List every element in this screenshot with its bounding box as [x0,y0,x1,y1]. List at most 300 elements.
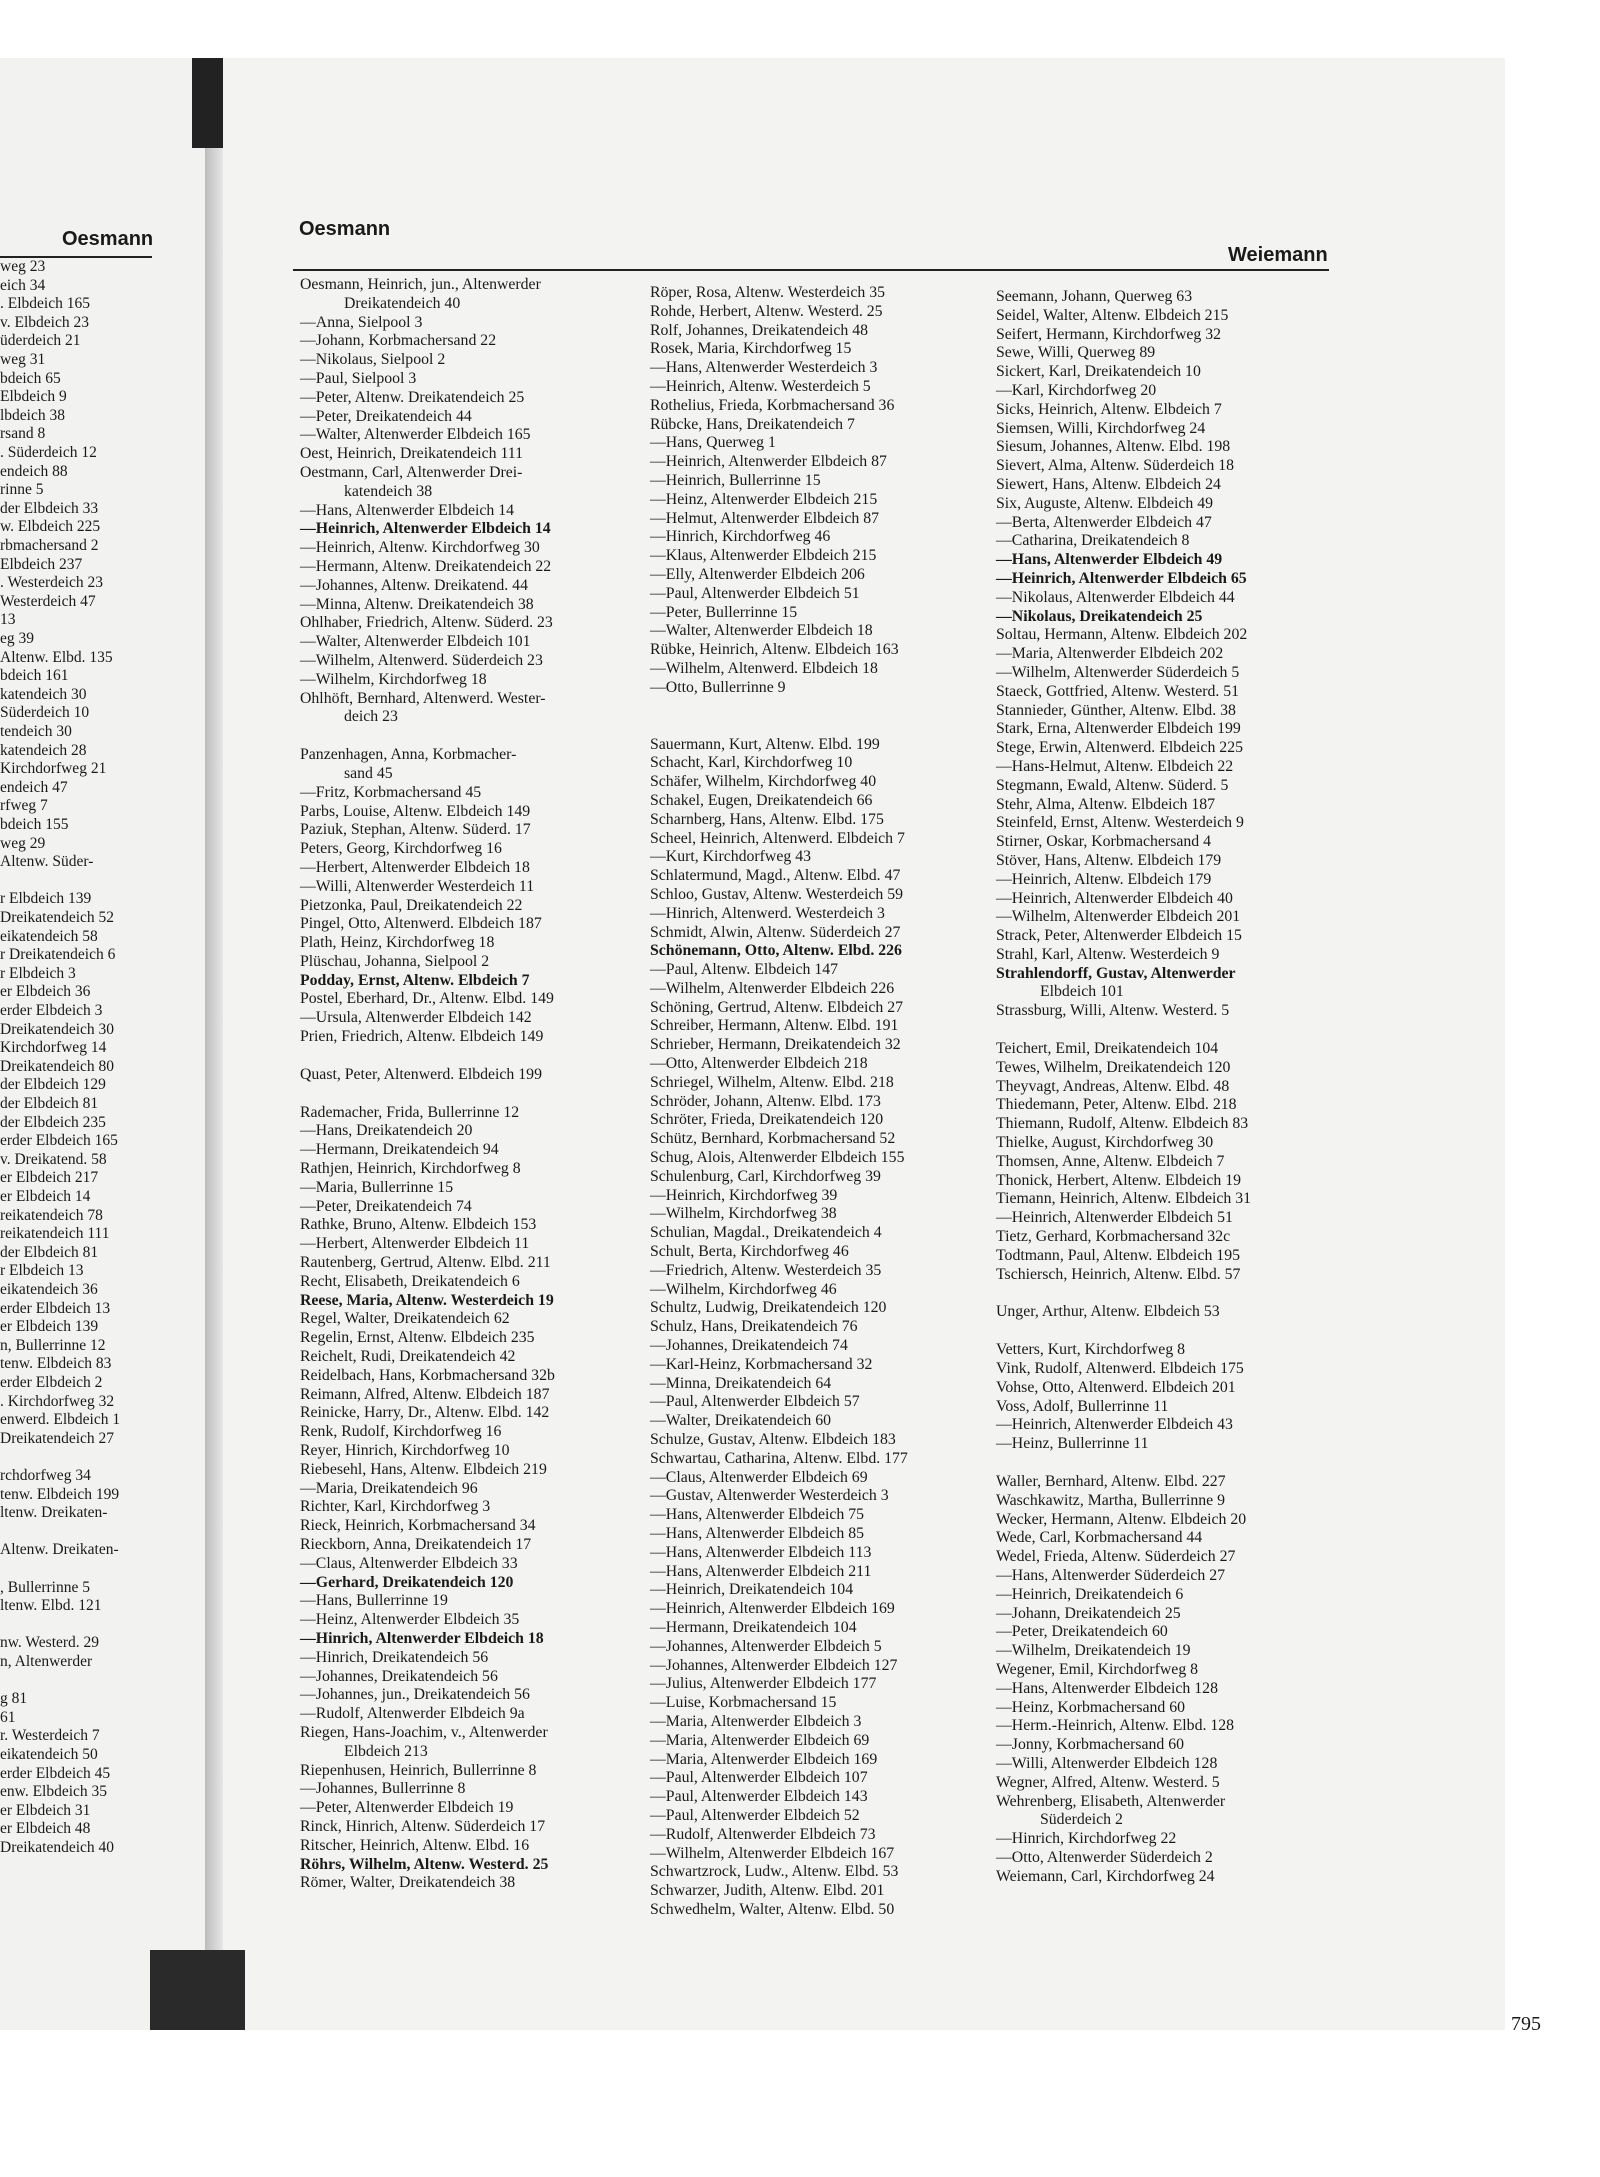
directory-entry: —Walter, Altenwerder Elbdeich 18 [650,622,873,640]
directory-entry: —Heinrich, Altenw. Westerdeich 5 [650,377,871,395]
directory-entry: —Hinrich, Dreikatendeich 56 [300,1648,489,1666]
left-fragment-line: ltenw. Dreikaten- [0,1504,108,1522]
directory-entry: —Heinrich, Altenwerder Elbdeich 87 [650,453,887,471]
directory-entry: Richter, Karl, Kirchdorfweg 3 [300,1498,491,1516]
left-fragment-line: der Elbdeich 235 [0,1113,106,1131]
directory-entry: Rothelius, Frieda, Korbmachersand 36 [650,396,895,414]
left-fragment-line: rfweg 7 [0,797,48,815]
directory-entry: Regelin, Ernst, Altenw. Elbdeich 235 [300,1329,535,1347]
directory-entry: —Peter, Bullerrinne 15 [650,603,798,621]
directory-entry: —Hinrich, Altenwerder Elbdeich 18 [300,1629,544,1647]
directory-entry: —Otto, Altenwerder Süderdeich 2 [996,1848,1213,1866]
left-fragment-line: r Elbdeich 13 [0,1262,84,1280]
directory-entry: Siewert, Hans, Altenw. Elbdeich 24 [996,475,1221,493]
directory-entry: —Heinrich, Altenwerder Elbdeich 169 [650,1600,895,1618]
directory-entry: —Heinrich, Altenwerder Elbdeich 43 [996,1416,1233,1434]
left-fragment-line: r Elbdeich 139 [0,890,92,908]
directory-entry: Staeck, Gottfried, Altenw. Westerd. 51 [996,682,1240,700]
directory-entry: Wedel, Frieda, Altenw. Süderdeich 27 [996,1548,1236,1566]
directory-entry: Riegen, Hans-Joachim, v., Altenwerder [300,1723,548,1741]
left-fragment-line: Dreikatendeich 80 [0,1057,115,1075]
left-fragment-line: eikatendeich 58 [0,927,98,945]
directory-entry: —Wilhelm, Altenwerder Elbdeich 167 [650,1844,895,1862]
directory-entry: Reimann, Alfred, Altenw. Elbdeich 187 [300,1385,550,1403]
section-gap [996,1021,1336,1040]
directory-entry: —Heinz, Bullerrinne 11 [996,1435,1149,1453]
left-fragment-line: Dreikatendeich 30 [0,1020,115,1038]
directory-entry: —Willi, Altenwerder Elbdeich 128 [996,1754,1218,1772]
directory-entry: Wegener, Emil, Kirchdorfweg 8 [996,1660,1199,1678]
directory-entry: —Paul, Altenwerder Elbdeich 143 [650,1788,868,1806]
directory-entry: Schröter, Frieda, Dreikatendeich 120 [650,1111,884,1129]
directory-entry: Stöver, Hans, Altenw. Elbdeich 179 [996,851,1222,869]
left-fragment-line: enw. Elbdeich 35 [0,1783,108,1801]
directory-entry: Waller, Bernhard, Altenw. Elbd. 227 [996,1473,1226,1491]
directory-column-3 [996,288,1336,1887]
left-fragment-line: erder Elbdeich 13 [0,1299,111,1317]
left-fragment-line: Elbdeich 237 [0,555,83,573]
directory-entry: Pietzonka, Paul, Dreikatendeich 22 [300,896,523,914]
directory-entry: —Johannes, Altenw. Dreikatend. 44 [300,576,528,594]
directory-entry: —Wilhelm, Kirchdorfweg 18 [300,670,487,688]
directory-entry: Sewe, Willi, Querweg 89 [996,344,1156,362]
directory-entry: —Fritz, Korbmachersand 45 [300,783,482,801]
directory-entry: —Johannes, Altenwerder Elbdeich 5 [650,1637,882,1655]
left-fragment-line: rchdorfweg 34 [0,1467,91,1484]
directory-entry: Tietz, Gerhard, Korbmachersand 32c [996,1228,1231,1246]
directory-entry: Quast, Peter, Altenwerd. Elbdeich 199 [300,1065,542,1083]
left-fragment-line: er Elbdeich 217 [0,1169,99,1187]
directory-entry: Rademacher, Frida, Bullerrinne 12 [300,1103,520,1121]
directory-entry: Thomsen, Anne, Altenw. Elbdeich 7 [996,1152,1225,1170]
directory-entry: —Claus, Altenwerder Elbdeich 69 [650,1468,868,1486]
directory-entry: —Nikolaus, Altenwerder Elbdeich 44 [996,588,1235,606]
directory-entry: Schäfer, Wilhelm, Kirchdorfweg 40 [650,773,877,791]
directory-entry: Reese, Maria, Altenw. Westerdeich 19 [300,1291,554,1309]
directory-entry: Schwartau, Catharina, Altenw. Elbd. 177 [650,1449,908,1467]
directory-entry: Thonick, Herbert, Altenw. Elbdeich 19 [996,1171,1242,1189]
directory-entry-continuation: katendeich 38 [344,482,433,500]
left-fragment-line: erder Elbdeich 2 [0,1374,103,1391]
directory-entry: Oest, Heinrich, Dreikatendeich 111 [300,445,523,463]
directory-entry: Regel, Walter, Dreikatendeich 62 [300,1310,510,1328]
left-fragment-line: Süderdeich 10 [0,704,90,722]
directory-entry: —Wilhelm, Kirchdorfweg 38 [650,1205,837,1223]
left-fragment-line: Altenw. Elbd. 135 [0,648,113,666]
directory-entry: —Hans-Helmut, Altenw. Elbdeich 22 [996,757,1234,775]
directory-entry: Seidel, Walter, Altenw. Elbdeich 215 [996,306,1229,324]
left-fragment-line: lbdeich 38 [0,406,65,424]
directory-entry: —Anna, Sielpool 3 [300,313,423,331]
directory-entry: Rübcke, Hans, Dreikatendeich 7 [650,415,855,433]
directory-entry: Sicks, Heinrich, Altenw. Elbdeich 7 [996,400,1222,418]
left-fragment-line: Dreikatendeich 52 [0,909,115,926]
left-fragment-line: rsand 8 [0,425,46,443]
directory-entry: —Heinrich, Altenwerder Elbdeich 40 [996,889,1233,907]
left-fragment-line: v. Elbdeich 23 [0,313,89,331]
directory-entry: —Rudolf, Altenwerder Elbdeich 9a [300,1705,525,1723]
directory-entry: —Paul, Altenwerder Elbdeich 52 [650,1806,860,1824]
directory-entry: —Hans, Querweg 1 [650,434,776,452]
left-fragment-line: ltenw. Elbd. 121 [0,1597,102,1615]
directory-entry: Wede, Carl, Korbmachersand 44 [996,1529,1203,1547]
directory-entry: —Hans, Altenwerder Elbdeich 49 [996,551,1223,569]
left-fragment-line: rbmachersand 2 [0,537,99,554]
left-fragment-line: Kirchdorfweg 21 [0,760,107,778]
directory-entry: Ritscher, Heinrich, Altenw. Elbd. 16 [300,1836,530,1854]
directory-entry: Rautenberg, Gertrud, Altenw. Elbd. 211 [300,1254,551,1272]
directory-entry: Scheel, Heinrich, Altenwerd. Elbdeich 7 [650,829,905,847]
directory-entry-continuation: Elbdeich 101 [1040,983,1124,1001]
directory-entry: Tschiersch, Heinrich, Altenw. Elbd. 57 [996,1265,1241,1283]
directory-entry: —Klaus, Altenwerder Elbdeich 215 [650,547,877,565]
directory-entry: —Wilhelm, Kirchdorfweg 46 [650,1280,837,1298]
directory-entry: —Johannes, Dreikatendeich 74 [650,1337,848,1355]
directory-entry: —Johannes, Bullerrinne 8 [300,1780,466,1798]
directory-entry: —Helmut, Altenwerder Elbdeich 87 [650,509,879,527]
directory-entry: Schult, Berta, Kirchdorfweg 46 [650,1243,849,1261]
left-fragment-line: Kirchdorfweg 14 [0,1039,107,1057]
directory-entry: Rathjen, Heinrich, Kirchdorfweg 8 [300,1160,521,1178]
binding-band-bottom [150,1950,245,2030]
left-fragment-line: . Süderdeich 12 [0,444,97,461]
directory-entry: Schacht, Karl, Kirchdorfweg 10 [650,754,853,772]
left-page-header: Oesmann [62,228,154,250]
directory-entry: —Berta, Altenwerder Elbdeich 47 [996,513,1212,531]
directory-entry: —Peter, Dreikatendeich 60 [996,1623,1168,1641]
right-page-header-right: Weiemann [1228,244,1328,266]
directory-entry: Strassburg, Willi, Altenw. Westerd. 5 [996,1002,1230,1020]
directory-entry: —Wilhelm, Altenwerd. Süderdeich 23 [300,651,543,669]
directory-entry: —Heinrich, Bullerrinne 15 [650,471,821,489]
section-gap [300,727,640,746]
left-fragment-line: g 81 [0,1690,28,1708]
directory-entry: —Hermann, Altenw. Dreikatendeich 22 [300,557,552,575]
directory-entry: —Catharina, Dreikatendeich 8 [996,532,1190,550]
left-fragment-line: reikatendeich 78 [0,1206,103,1224]
directory-entry: Voss, Adolf, Bullerrinne 11 [996,1397,1169,1415]
directory-entry: —Johannes, Dreikatendeich 56 [300,1667,498,1685]
directory-entry: —Heinrich, Altenwerder Elbdeich 14 [300,520,551,538]
directory-entry: Schriegel, Wilhelm, Altenw. Elbd. 218 [650,1073,894,1091]
directory-entry: —Maria, Altenwerder Elbdeich 3 [650,1712,862,1730]
left-fragment-line: v. Dreikatend. 58 [0,1150,107,1168]
directory-entry: Siemsen, Willi, Kirchdorfweg 24 [996,419,1206,437]
directory-entry: —Hans, Altenwerder Elbdeich 113 [650,1543,872,1561]
directory-entry: Seemann, Johann, Querweg 63 [996,288,1193,305]
directory-entry: —Friedrich, Altenw. Westerdeich 35 [650,1261,882,1279]
directory-entry: Stehr, Alma, Altenw. Elbdeich 187 [996,795,1216,813]
directory-entry: Unger, Arthur, Altenw. Elbdeich 53 [996,1303,1220,1321]
directory-entry: Seifert, Hermann, Kirchdorfweg 32 [996,325,1222,343]
directory-entry: —Hans, Altenwerder Westerdeich 3 [650,359,878,377]
directory-entry: —Claus, Altenwerder Elbdeich 33 [300,1554,518,1572]
directory-entry: —Nikolaus, Sielpool 2 [300,351,446,369]
left-fragment-line: er Elbdeich 14 [0,1188,91,1205]
directory-entry: Stannieder, Günther, Altenw. Elbd. 38 [996,701,1236,719]
directory-entry: —Peter, Altenwerder Elbdeich 19 [300,1799,514,1817]
directory-entry: —Maria, Altenwerder Elbdeich 69 [650,1731,870,1749]
directory-entry: —Hans, Altenwerder Süderdeich 27 [996,1567,1225,1584]
directory-entry: —Elly, Altenwerder Elbdeich 206 [650,565,865,583]
directory-entry: —Karl, Kirchdorfweg 20 [996,381,1157,399]
directory-entry: Vetters, Kurt, Kirchdorfweg 8 [996,1341,1186,1359]
directory-entry: —Hans, Dreikatendeich 20 [300,1122,473,1140]
left-fragment-line: weg 31 [0,351,46,368]
directory-entry: —Rudolf, Altenwerder Elbdeich 73 [650,1825,876,1843]
directory-entry: —Paul, Altenw. Elbdeich 147 [650,961,839,979]
directory-entry: Postel, Eberhard, Dr., Altenw. Elbd. 149 [300,990,554,1008]
left-fragment-line: tenw. Elbdeich 199 [0,1485,120,1503]
left-fragment-line: der Elbdeich 81 [0,1243,99,1261]
directory-entry: Schug, Alois, Altenwerder Elbdeich 155 [650,1149,905,1167]
section-gap [650,698,990,717]
directory-entry: Stark, Erna, Altenwerder Elbdeich 199 [996,720,1241,738]
directory-entry: —Heinz, Altenwerder Elbdeich 215 [650,490,878,508]
directory-entry: —Herbert, Altenwerder Elbdeich 18 [300,858,530,876]
left-fragment-line: reikatendeich 111 [0,1225,110,1243]
directory-entry: —Herm.-Heinrich, Altenw. Elbd. 128 [996,1717,1235,1735]
directory-entry: Strahl, Karl, Altenw. Westerdeich 9 [996,945,1220,963]
left-fragment-line: weg 23 [0,258,46,275]
directory-entry: —Johann, Korbmachersand 22 [300,332,497,350]
directory-entry: —Maria, Dreikatendeich 96 [300,1479,478,1497]
directory-entry: Recht, Elisabeth, Dreikatendeich 6 [300,1272,520,1290]
directory-entry: Soltau, Hermann, Altenw. Elbdeich 202 [996,626,1248,644]
directory-entry-continuation: Dreikatendeich 40 [344,294,461,312]
directory-entry: Prien, Friedrich, Altenw. Elbdeich 149 [300,1028,544,1046]
directory-entry: —Hans, Altenwerder Elbdeich 85 [650,1525,865,1542]
directory-entry: —Johannes, Altenwerder Elbdeich 127 [650,1656,898,1674]
left-fragment-line: tenw. Elbdeich 83 [0,1355,112,1373]
directory-entry: Sauermann, Kurt, Altenw. Elbd. 199 [650,735,880,753]
directory-entry: Strahlendorff, Gustav, Altenwerder [996,964,1236,982]
directory-entry: —Hinrich, Kirchdorfweg 46 [650,528,831,546]
directory-entry: Schlatermund, Magd., Altenw. Elbd. 47 [650,867,901,885]
left-fragment-line: , Bullerrinne 5 [0,1578,90,1596]
directory-entry: Six, Auguste, Altenw. Elbdeich 49 [996,494,1214,512]
directory-entry: Podday, Ernst, Altenw. Elbdeich 7 [300,971,530,989]
left-fragment-line: Elbdeich 9 [0,388,67,406]
directory-entry: Weiemann, Carl, Kirchdorfweg 24 [996,1867,1215,1885]
left-fragment-line: Dreikatendeich 27 [0,1429,115,1447]
directory-entry: —Heinz, Korbmachersand 60 [996,1698,1186,1716]
section-gap [996,1284,1336,1303]
directory-entry: —Karl-Heinz, Korbmachersand 32 [650,1355,873,1373]
directory-entry: Vohse, Otto, Altenwerd. Elbdeich 201 [996,1378,1236,1396]
directory-entry: Plath, Heinz, Kirchdorfweg 18 [300,934,495,952]
directory-entry: —Hermann, Dreikatendeich 104 [650,1618,857,1636]
directory-entry: —Heinrich, Altenw. Elbdeich 179 [996,870,1212,888]
left-fragment-line: r. Westerdeich 7 [0,1727,100,1745]
directory-entry: Wegner, Alfred, Altenw. Westerd. 5 [996,1773,1220,1791]
directory-entry: Röper, Rosa, Altenw. Westerdeich 35 [650,284,886,301]
directory-entry: Schwarzer, Judith, Altenw. Elbd. 201 [650,1882,885,1900]
directory-entry: —Hermann, Dreikatendeich 94 [300,1141,499,1159]
directory-entry: Sievert, Alma, Altenw. Süderdeich 18 [996,457,1235,475]
directory-entry: —Kurt, Kirchdorfweg 43 [650,848,812,866]
section-gap [300,1047,640,1066]
directory-entry: Römer, Walter, Dreikatendeich 38 [300,1874,516,1892]
directory-entry: —Wilhelm, Dreikatendeich 19 [996,1642,1191,1660]
directory-entry: —Minna, Dreikatendeich 64 [650,1374,832,1392]
directory-entry: Teichert, Emil, Dreikatendeich 104 [996,1040,1219,1058]
directory-entry: Sickert, Karl, Dreikatendeich 10 [996,363,1201,381]
left-fragment-line: n, Bullerrinne 12 [0,1336,106,1354]
directory-entry: Parbs, Louise, Altenw. Elbdeich 149 [300,802,531,820]
directory-entry: —Maria, Altenwerder Elbdeich 202 [996,645,1224,663]
left-fragment-line: . Kirchdorfweg 32 [0,1392,115,1410]
directory-entry: Paziuk, Stephan, Altenw. Süderd. 17 [300,821,531,839]
directory-entry: —Minna, Altenw. Dreikatendeich 38 [300,595,534,613]
left-fragment-line: katendeich 28 [0,741,87,759]
directory-entry: Rohde, Herbert, Altenw. Westerd. 25 [650,302,883,320]
left-fragment-line: der Elbdeich 129 [0,1076,106,1094]
directory-entry: —Wilhelm, Altenwerder Elbdeich 201 [996,908,1241,926]
directory-entry: Schrieber, Hermann, Dreikatendeich 32 [650,1036,901,1054]
directory-entry: Oesmann, Heinrich, jun., Altenwerder [300,276,541,293]
directory-entry: Reidelbach, Hans, Korbmachersand 32b [300,1366,555,1384]
directory-entry: —Luise, Korbmachersand 15 [650,1694,837,1712]
directory-entry-continuation: Elbdeich 213 [344,1742,428,1760]
directory-entry: Todtmann, Paul, Altenw. Elbdeich 195 [996,1246,1241,1264]
directory-column-1 [300,276,640,1893]
left-fragment-line: eich 34 [0,276,46,294]
directory-entry: —Willi, Altenwerder Westerdeich 11 [300,877,535,895]
section-gap [996,1322,1336,1341]
directory-entry: Schröder, Johann, Altenw. Elbd. 173 [650,1092,881,1110]
left-fragment-line: . Westerdeich 23 [0,574,104,592]
left-fragment-line: üderdeich 21 [0,332,81,350]
left-fragment-line: Altenw. Dreikaten- [0,1541,119,1559]
directory-entry: Thiemann, Rudolf, Altenw. Elbdeich 83 [996,1115,1249,1133]
directory-entry: Steinfeld, Ernst, Altenw. Westerdeich 9 [996,814,1244,832]
left-fragment-line: der Elbdeich 81 [0,1095,99,1112]
left-fragment-line: 61 [0,1708,16,1726]
directory-entry: —Julius, Altenwerder Elbdeich 177 [650,1675,877,1693]
left-fragment-line: rinne 5 [0,481,44,499]
directory-entry: Ohlhaber, Friedrich, Altenw. Süderd. 23 [300,614,553,632]
left-fragment-line: bdeich 161 [0,667,69,685]
directory-entry: —Paul, Sielpool 3 [300,369,417,387]
directory-entry: —Walter, Dreikatendeich 60 [650,1412,832,1430]
directory-entry: —Ursula, Altenwerder Elbdeich 142 [300,1009,532,1027]
directory-entry: —Hans, Altenwerder Elbdeich 14 [300,501,515,519]
left-fragment-line: tendeich 30 [0,723,72,740]
directory-entry: —Wilhelm, Altenwerder Süderdeich 5 [996,663,1240,681]
directory-entry: —Hinrich, Kirchdorfweg 22 [996,1830,1177,1848]
directory-entry: Rieckborn, Anna, Dreikatendeich 17 [300,1536,532,1553]
right-page-header-left: Oesmann [299,218,391,240]
directory-entry: —Heinrich, Dreikatendeich 104 [650,1581,854,1599]
directory-entry: —Wilhelm, Altenwerder Elbdeich 226 [650,979,895,997]
directory-entry: Schöning, Gertrud, Altenw. Elbdeich 27 [650,998,903,1016]
directory-entry: —Peter, Altenw. Dreikatendeich 25 [300,388,525,406]
directory-entry-continuation: sand 45 [344,764,393,782]
left-fragment-line: er Elbdeich 139 [0,1318,99,1336]
directory-entry: Stirner, Oskar, Korbmachersand 4 [996,833,1212,851]
directory-entry: —Gerhard, Dreikatendeich 120 [300,1573,514,1591]
directory-entry: Pingel, Otto, Altenwerd. Elbdeich 187 [300,915,542,933]
left-fragment-line: bdeich 65 [0,369,61,387]
directory-entry: Peters, Georg, Kirchdorfweg 16 [300,840,502,858]
directory-entry: Schwedhelm, Walter, Altenw. Elbd. 50 [650,1900,895,1918]
directory-entry: —Walter, Altenwerder Elbdeich 101 [300,633,531,651]
directory-entry: Reinicke, Harry, Dr., Altenw. Elbd. 142 [300,1404,550,1422]
right-page [223,58,1541,2035]
directory-entry: Schreiber, Hermann, Altenw. Elbd. 191 [650,1017,899,1035]
directory-entry: Ohlhöft, Bernhard, Altenwerd. Wester- [300,689,546,707]
directory-entry: Schwartzrock, Ludw., Altenw. Elbd. 53 [650,1863,899,1881]
left-fragment-line: er Elbdeich 31 [0,1801,91,1819]
left-page [0,58,205,2030]
directory-entry: —Heinrich, Altenwerder Elbdeich 51 [996,1209,1233,1227]
directory-entry: —Peter, Dreikatendeich 74 [300,1197,472,1215]
left-fragment-line: der Elbdeich 33 [0,499,99,517]
directory-entry: Scharnberg, Hans, Altenw. Elbd. 175 [650,810,884,828]
directory-entry: —Heinz, Altenwerder Elbdeich 35 [300,1611,520,1629]
directory-entry: —Peter, Dreikatendeich 44 [300,407,472,425]
left-fragment-line: 13 [0,611,16,629]
directory-entry: Schakel, Eugen, Dreikatendeich 66 [650,791,873,809]
section-gap [650,717,990,736]
directory-entry: —Hans, Altenwerder Elbdeich 211 [650,1562,872,1580]
directory-entry: —Heinrich, Dreikatendeich 6 [996,1585,1184,1603]
directory-entry: —Gustav, Altenwerder Westerdeich 3 [650,1487,889,1505]
page-number: 795 [1511,2013,1541,2035]
directory-entry: Reichelt, Rudi, Dreikatendeich 42 [300,1348,516,1366]
directory-entry: Rathke, Bruno, Altenw. Elbdeich 153 [300,1216,537,1234]
directory-entry: —Hinrich, Altenwerd. Westerdeich 3 [650,904,885,922]
directory-entry: —Hans, Bullerrinne 19 [300,1592,448,1610]
left-fragment-line: katendeich 30 [0,685,87,703]
left-fragment-line: er Elbdeich 48 [0,1820,91,1838]
directory-entry: Renk, Rudolf, Kirchdorfweg 16 [300,1423,502,1441]
directory-entry: Rosek, Maria, Kirchdorfweg 15 [650,340,852,358]
left-fragment-line: nw. Westerd. 29 [0,1634,100,1652]
directory-entry: Siesum, Johannes, Altenw. Elbd. 198 [996,438,1231,456]
directory-entry: —Johann, Dreikatendeich 25 [996,1604,1181,1622]
directory-entry: Rinck, Hinrich, Altenw. Süderdeich 17 [300,1817,546,1835]
left-fragment-line: . Elbdeich 165 [0,295,90,313]
directory-entry: Tewes, Wilhelm, Dreikatendeich 120 [996,1058,1231,1076]
directory-entry: —Otto, Bullerrinne 9 [650,678,786,696]
directory-entry: Schulz, Hans, Dreikatendeich 76 [650,1318,858,1336]
section-gap [996,1454,1336,1473]
directory-entry: Vink, Rudolf, Altenwerd. Elbdeich 175 [996,1360,1244,1378]
directory-entry: Reyer, Hinrich, Kirchdorfweg 10 [300,1442,510,1460]
directory-entry: Schütz, Bernhard, Korbmachersand 52 [650,1130,896,1148]
directory-entry: —Paul, Altenwerder Elbdeich 107 [650,1769,868,1787]
left-fragment-line: erder Elbdeich 165 [0,1132,118,1150]
section-gap [300,1085,640,1104]
directory-entry: Stege, Erwin, Altenwerd. Elbdeich 225 [996,739,1243,757]
directory-entry: Rolf, Johannes, Dreikatendeich 48 [650,321,869,339]
left-fragment-line: r Elbdeich 3 [0,964,76,982]
directory-entry: Rübke, Heinrich, Altenw. Elbdeich 163 [650,641,899,659]
directory-entry: Schmidt, Alwin, Altenw. Süderdeich 27 [650,923,901,941]
directory-entry-continuation: deich 23 [344,708,398,726]
directory-entry: Wecker, Hermann, Altenw. Elbdeich 20 [996,1510,1247,1528]
left-fragment-line: erder Elbdeich 45 [0,1764,111,1782]
directory-entry: Schulenburg, Carl, Kirchdorfweg 39 [650,1167,881,1185]
left-fragment-line: erder Elbdeich 3 [0,1002,103,1019]
directory-entry: Riebesehl, Hans, Altenw. Elbdeich 219 [300,1460,547,1478]
directory-entry: Rieck, Heinrich, Korbmachersand 34 [300,1517,536,1535]
directory-entry: Tiemann, Heinrich, Altenw. Elbdeich 31 [996,1190,1252,1208]
directory-entry: —Heinrich, Altenwerder Elbdeich 65 [996,569,1247,587]
left-fragment-line: bdeich 155 [0,816,69,833]
